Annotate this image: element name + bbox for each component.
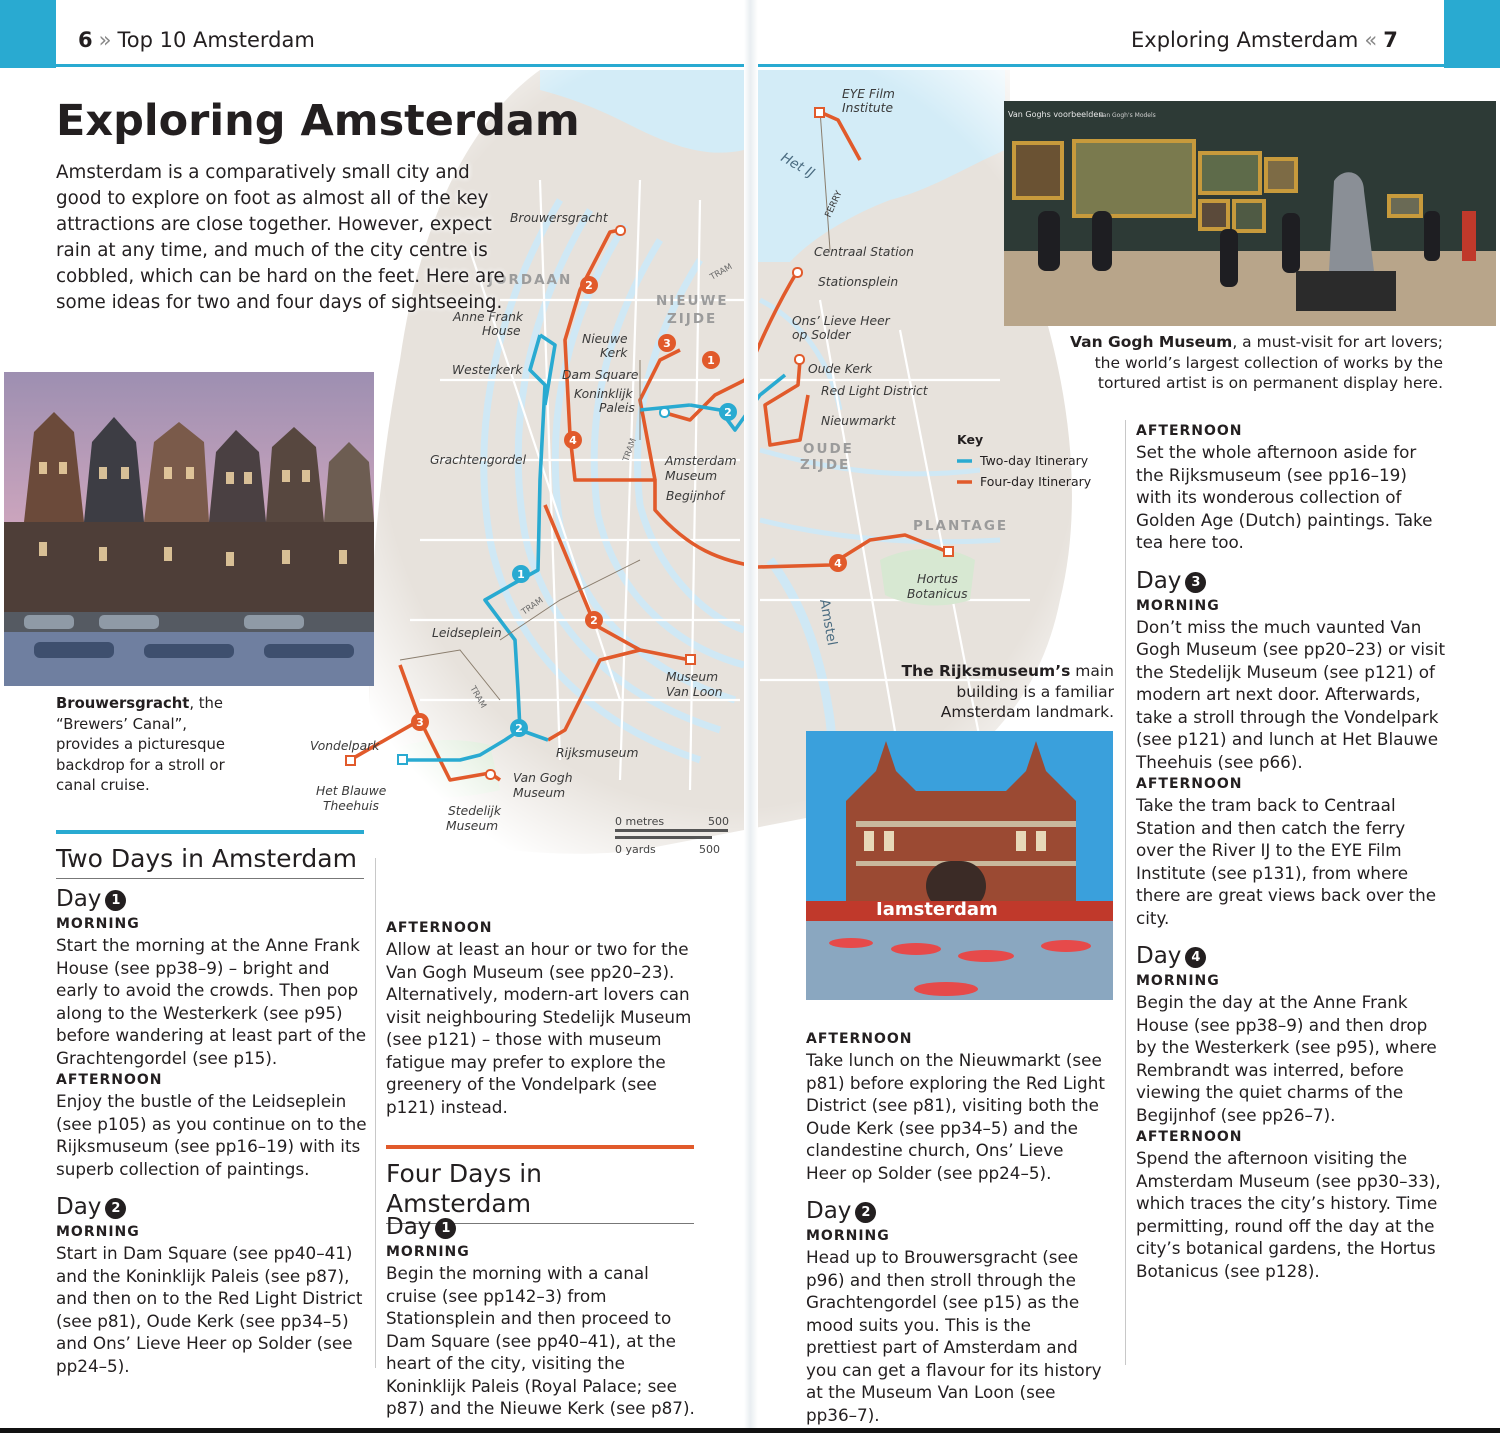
left-book-title: Top 10 Amsterdam (117, 28, 315, 52)
afternoon-label: AFTERNOON (1136, 423, 1243, 439)
four-days-heading: Four Days in Amsterdam (386, 1145, 694, 1224)
district-plantage: PLANTAGE (913, 518, 1009, 534)
four-days-day3-morning: Don’t miss the much vaunted Van Gogh Museum (see pp20–23) or visit the Stedelijk Museum (see p121) of modern art next door. Afterwards, take a stroll through the Vondelpark (see p121) and lunch at Het Blauwe Theehuis (see p66). (1136, 616, 1446, 772)
two-days-day2-heading: Day 2 (56, 1194, 368, 1221)
district-oude: OUDE (803, 441, 854, 457)
label-ferry: FERRY (823, 189, 845, 220)
afternoon-label: AFTERNOON (386, 920, 493, 936)
scale-yards: 0 yards (615, 843, 656, 856)
two-days-day1-afternoon: Enjoy the bustle of the Leidseplein (see p105) as you continue on to the Rijksmuseum (see pp16–19) with its superb collection of paintings. (56, 1091, 367, 1179)
two-day-marker (510, 719, 528, 737)
left-page-number: 6 (78, 28, 93, 52)
label-museum-van-loon: Museum (666, 670, 719, 684)
label-oude-kerk: Oude Kerk (808, 362, 873, 376)
chevron-right-icon: » (98, 28, 112, 52)
label-red-light: Red Light District (821, 384, 928, 398)
label-stedelijk-2: Museum (446, 819, 499, 833)
district-zijde-2: ZIJDE (800, 457, 851, 473)
label-eye-2: Institute (842, 101, 894, 115)
label-ons-lieve-2: op Solder (792, 328, 851, 342)
label-vondelpark: Vondelpark (310, 739, 380, 753)
label-anne-frank-2: House (482, 324, 521, 338)
morning-label: MORNING (1136, 597, 1220, 614)
label-museum-van-loon-2: Van Loon (666, 685, 723, 699)
two-days-day2-afternoon: Allow at least an hour or two for the Van Gogh Museum (see pp20–23). Alternatively, modern-art lovers can visit neighbouring Stedelijk Museum (see p121) – those with museum fatigue may prefer to explore the greenery of the Vondelpark (see p121) instead. (386, 939, 692, 1117)
four-day-marker (658, 334, 676, 352)
morning-label: MORNING (56, 1224, 140, 1240)
label-nieuwmarkt: Nieuwmarkt (821, 414, 896, 428)
label-van-gogh-2: Museum (513, 786, 566, 800)
key-four-day: Four-day Itinerary (980, 474, 1092, 489)
afternoon-label: AFTERNOON (1136, 1129, 1243, 1145)
four-day-marker (411, 713, 429, 731)
scale-metres: 0 metres (615, 815, 665, 828)
label-nieuwe-kerk: Nieuwe (582, 332, 628, 346)
label-stedelijk: Stedelijk (448, 804, 501, 818)
brouwersgracht-caption: Brouwersgracht, the “Brewers’ Canal”, provides a picturesque backdrop for a stroll or canal cruise. (56, 695, 226, 794)
svg-text:2: 2 (515, 722, 523, 735)
district-zijde: ZIJDE (667, 311, 718, 327)
label-begijnhof: Begijnhof (666, 489, 725, 503)
morning-label: MORNING (1136, 973, 1220, 989)
four-days-day2-morning: Head up to Brouwersgracht (see p96) and then stroll through the Grachtengordel (see p15) as the mood suits you. This is the prettiest part of Amsterdam and you can get a flavour for its history at the Museum Van Loon (see pp36–7). (806, 1247, 1102, 1425)
afternoon-label: AFTERNOON (806, 1031, 913, 1047)
morning-label: MORNING (806, 1228, 890, 1244)
label-amstel: Amstel (816, 597, 840, 647)
four-days-day3-heading: Day 3 (1136, 568, 1446, 595)
label-rijksmuseum: Rijksmuseum (556, 746, 639, 760)
right-chapter-title: Exploring Amsterdam (1131, 28, 1359, 52)
two-days-day1-heading: Day 1 (56, 886, 368, 913)
two-days-column-2 (386, 917, 698, 1118)
scale-metres-max: 500 (708, 815, 729, 828)
right-header-rule (758, 64, 1444, 67)
four-days-column-1 (386, 1210, 698, 1418)
four-days-column-2 (806, 1028, 1106, 1426)
scale-bar-metres (615, 829, 728, 832)
four-days-day2-afternoon: Set the whole afternoon aside for the Rijksmuseum (see pp16–19) with its wonderous collection of Golden Age (Dutch) paintings. Take tea here too. (1136, 442, 1433, 552)
four-days-day4-afternoon: Spend the afternoon visiting the Amsterdam Museum (see pp30–33), which traces the city’s history. Time permitting, round off the day at the city’s botanical gardens, the Hortus Botanicus (see p128). (1136, 1148, 1441, 1281)
four-day-marker (585, 611, 603, 629)
district-jordaan: JORDAAN (488, 272, 573, 288)
svg-text:2: 2 (590, 614, 598, 627)
four-day-marker (829, 554, 847, 572)
right-page-number: 7 (1383, 28, 1398, 52)
two-day-marker (719, 403, 737, 421)
label-ons-lieve: Ons’ Lieve Heer (792, 314, 890, 328)
scale-yards-max: 500 (699, 843, 720, 856)
four-day-marker (580, 276, 598, 294)
key-two-day: Two-day Itinerary (980, 453, 1089, 468)
label-hortus: Hortus (917, 572, 958, 586)
svg-text:TRAM: TRAM (621, 437, 639, 464)
intro-paragraph: Amsterdam is a comparatively small city and good to explore on foot as almost all of the key attractions are close together. However, expect rain at any time, and much of the city centre is cobbled, which can be hard on the feet. Here are some ideas for two and four days of sightseeing. (56, 162, 505, 313)
svg-text:2: 2 (724, 406, 732, 419)
label-amsterdam-museum: Amsterdam (665, 454, 737, 468)
label-hortus-2: Botanicus (907, 587, 968, 601)
iamsterdam-letters: Iamsterdam (876, 899, 998, 920)
label-amsterdam-museum-2: Museum (665, 469, 718, 483)
rijksmuseum-photo (806, 731, 1113, 1000)
two-days-heading: Two Days in Amsterdam (56, 830, 364, 879)
svg-text:TRAM: TRAM (519, 595, 546, 618)
label-westerkerk: Westerkerk (452, 363, 523, 377)
page-title: Exploring Amsterdam (56, 96, 580, 146)
four-days-day1-afternoon: Take lunch on the Nieuwmarkt (see p81) before exploring the Red Light District (see p81), visiting both the Oude Kerk (see pp34–5) and the clandestine church, Ons’ Lieve Heer op Solder (see pp24–5). (806, 1050, 1105, 1183)
label-dam-square: Dam Square (562, 368, 639, 382)
right-tab-bar (1444, 0, 1500, 68)
svg-text:TRAM: TRAM (708, 261, 735, 283)
two-days-column-1 (56, 872, 368, 1377)
key-title: Key (957, 432, 984, 447)
four-day-marker (702, 351, 720, 369)
left-tab-bar (0, 0, 56, 68)
gallery-wall-subtitle: Van Gogh's Models (1099, 112, 1156, 119)
label-leidseplein: Leidseplein (432, 626, 502, 640)
chevron-left-icon: « (1364, 28, 1378, 52)
bottom-rule (0, 1428, 1500, 1433)
label-nieuwe-kerk-2: Kerk (600, 346, 628, 360)
left-running-head (78, 28, 315, 52)
van-gogh-museum-photo (1004, 101, 1496, 326)
four-days-day3-afternoon: Take the tram back to Centraal Station and then catch the ferry over the River IJ to the EYE Film Institute (see p131), from where there are great views back over the city. (1136, 795, 1437, 928)
label-het-ij: Het IJ (778, 149, 818, 182)
van-gogh-caption: Van Gogh Museum, a must-visit for art lovers; the world’s largest collection of works by the tortured artist is on permanent display here. (1069, 333, 1443, 392)
page-gutter (744, 0, 758, 1433)
label-stationsplein: Stationsplein (818, 275, 899, 289)
svg-text:TRAM: TRAM (467, 684, 489, 711)
svg-text:3: 3 (416, 716, 424, 729)
label-van-gogh: Van Gogh (513, 771, 573, 785)
svg-text:4: 4 (569, 434, 577, 447)
label-brouwersgracht: Brouwersgracht (510, 211, 608, 225)
four-days-column-3 (1136, 420, 1446, 1282)
label-centraal-station: Centraal Station (814, 245, 914, 259)
label-blauwe: Het Blauwe (316, 784, 387, 798)
morning-label: MORNING (386, 1244, 470, 1260)
two-day-marker (512, 565, 530, 583)
svg-text:1: 1 (707, 354, 715, 367)
left-header-rule (56, 64, 744, 67)
label-paleis-2: Paleis (599, 401, 635, 415)
svg-text:4: 4 (834, 557, 842, 570)
four-days-day1-heading: Day 1 (386, 1214, 698, 1241)
label-anne-frank: Anne Frank (453, 310, 524, 324)
svg-text:1: 1 (517, 568, 525, 581)
afternoon-label: AFTERNOON (56, 1072, 163, 1088)
label-blauwe-2: Theehuis (323, 799, 379, 813)
four-days-day4-heading: Day 4 (1136, 943, 1446, 970)
four-day-marker (564, 431, 582, 449)
brouwersgracht-photo (4, 372, 374, 686)
rijksmuseum-caption: The Rijksmuseum’s main building is a familiar Amsterdam landmark. (901, 662, 1114, 721)
four-days-day1-morning: Begin the morning with a canal cruise (see pp142–3) from Stationsplein and then proceed to Dam Square (see pp40–41), at the heart of the city, visiting the Koninklijk Paleis (Royal Palace; see p87) and the Nieuwe Kerk (see p87). (386, 1263, 695, 1418)
column-divider (375, 858, 376, 1368)
label-paleis: Koninklijk (574, 387, 633, 401)
four-days-day2-heading: Day 2 (806, 1198, 1106, 1225)
two-days-day1-morning: Start the morning at the Anne Frank House (see pp38–9) – bright and early to avoid the crowds. Then pop along to the Westerkerk (see p95) before wandering at least part of the Grachtengordel (see p15). (56, 935, 367, 1068)
gallery-wall-title: Van Goghs voorbeelden (1008, 110, 1104, 119)
svg-text:2: 2 (585, 279, 593, 292)
four-days-day4-morning: Begin the day at the Anne Frank House (see pp38–9) and then drop by the Westerkerk (see p95), where Rembrandt was interred, before viewing the quiet charms of the Begijnhof (see pp26–7). (1136, 992, 1437, 1125)
two-days-day2-morning: Start in Dam Square (see pp40–41) and the Koninklijk Paleis (see p87), and then on to the Red Light District (see p81), Oude Kerk (see pp34–5) and Ons’ Lieve Heer op Solder (see pp24–5). (56, 1243, 363, 1376)
label-eye: EYE Film (842, 87, 895, 101)
column-divider (1125, 420, 1126, 1365)
label-grachtengordel: Grachtengordel (430, 453, 527, 467)
scale-bar-yards (615, 836, 712, 839)
district-nieuwe: NIEUWE (656, 293, 729, 309)
morning-label: MORNING (56, 916, 140, 932)
right-running-head (1131, 28, 1398, 52)
afternoon-label: AFTERNOON (1136, 776, 1243, 792)
svg-text:3: 3 (663, 337, 671, 350)
